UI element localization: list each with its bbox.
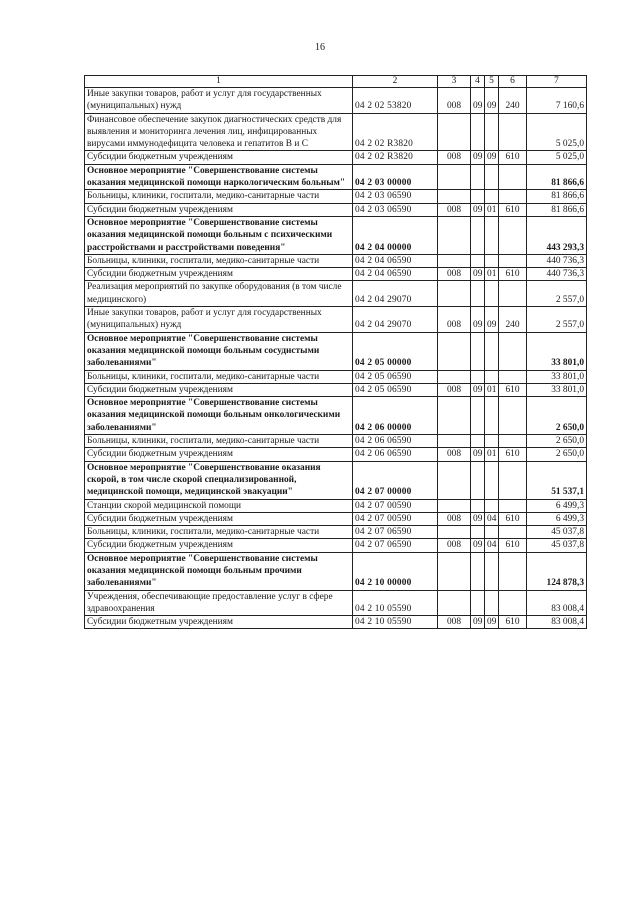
row-col3: 008 <box>438 383 471 396</box>
table-row <box>85 552 587 590</box>
row-col4: 09 <box>471 307 485 333</box>
row-name: Субсидии бюджетным учреждениям <box>85 512 353 525</box>
row-col3 <box>438 397 471 435</box>
row-col6: 610 <box>499 203 527 216</box>
row-amount: 5 025,0 <box>527 113 587 151</box>
row-col3 <box>438 590 471 616</box>
row-name: Субсидии бюджетным учреждениям <box>85 539 353 552</box>
row-col3 <box>438 190 471 203</box>
row-code: 04 2 07 06590 <box>353 539 438 552</box>
row-name: Субсидии бюджетным учреждениям <box>85 616 353 629</box>
row-col4: 09 <box>471 539 485 552</box>
row-name: Учреждения, обеспечивающие предоставление услуг в сфере здравоохранения <box>85 590 353 616</box>
row-col4: 09 <box>471 88 485 114</box>
row-code: 04 2 05 00000 <box>353 332 438 370</box>
row-code: 04 2 07 00590 <box>353 512 438 525</box>
row-col6 <box>499 281 527 307</box>
row-col4 <box>471 190 485 203</box>
row-name: Субсидии бюджетным учреждениям <box>85 448 353 461</box>
row-code: 04 2 02 R3820 <box>353 113 438 151</box>
row-col6 <box>499 590 527 616</box>
table-row <box>85 512 587 525</box>
table-row <box>85 332 587 370</box>
row-col4: 09 <box>471 151 485 164</box>
budget-table <box>84 75 587 629</box>
row-code: 04 2 04 29070 <box>353 281 438 307</box>
row-name: Субсидии бюджетным учреждениям <box>85 203 353 216</box>
row-col3: 008 <box>438 512 471 525</box>
row-name: Субсидии бюджетным учреждениям <box>85 268 353 281</box>
table-row <box>85 590 587 616</box>
row-col4 <box>471 370 485 383</box>
row-name: Реализация мероприятий по закупке оборудования (в том числе медицинского) <box>85 281 353 307</box>
row-col3: 008 <box>438 616 471 629</box>
header-cell: 5 <box>485 76 499 88</box>
row-col3 <box>438 435 471 448</box>
header-cell: 4 <box>471 76 485 88</box>
table-row <box>85 190 587 203</box>
row-name: Больницы, клиники, госпитали, медико-санитарные части <box>85 435 353 448</box>
row-col3 <box>438 332 471 370</box>
row-col5 <box>485 461 499 499</box>
row-name: Больницы, клиники, госпитали, медико-санитарные части <box>85 526 353 539</box>
row-col6 <box>499 332 527 370</box>
row-col4: 09 <box>471 268 485 281</box>
row-name: Субсидии бюджетным учреждениям <box>85 151 353 164</box>
row-name: Больницы, клиники, госпитали, медико-санитарные части <box>85 190 353 203</box>
row-code: 04 2 04 06590 <box>353 268 438 281</box>
row-col6 <box>499 113 527 151</box>
row-col5: 09 <box>485 88 499 114</box>
row-col6: 610 <box>499 448 527 461</box>
row-col5: 04 <box>485 539 499 552</box>
table-row <box>85 113 587 151</box>
row-amount: 81 866,6 <box>527 164 587 190</box>
row-col3 <box>438 281 471 307</box>
row-code: 04 2 10 05590 <box>353 590 438 616</box>
row-col6: 610 <box>499 383 527 396</box>
row-col4: 09 <box>471 448 485 461</box>
row-col5 <box>485 552 499 590</box>
row-code: 04 2 02 53820 <box>353 88 438 114</box>
row-name: Больницы, клиники, госпитали, медико-санитарные части <box>85 254 353 267</box>
row-col6 <box>499 526 527 539</box>
row-amount: 124 878,3 <box>527 552 587 590</box>
row-col6 <box>499 254 527 267</box>
row-col5: 01 <box>485 268 499 281</box>
row-name: Основное мероприятие "Совершенствование системы оказания медицинской помощи наркологическим больным" <box>85 164 353 190</box>
table-row <box>85 164 587 190</box>
row-amount: 2 557,0 <box>527 307 587 333</box>
table-row <box>85 539 587 552</box>
table-row <box>85 254 587 267</box>
row-col6: 610 <box>499 512 527 525</box>
row-amount: 33 801,0 <box>527 332 587 370</box>
row-amount: 7 160,6 <box>527 88 587 114</box>
row-col4 <box>471 254 485 267</box>
row-code: 04 2 04 00000 <box>353 216 438 254</box>
row-col4: 09 <box>471 512 485 525</box>
row-col3 <box>438 216 471 254</box>
row-name: Иные закупки товаров, работ и услуг для государственных (муниципальных) нужд <box>85 307 353 333</box>
row-amount: 6 499,3 <box>527 499 587 512</box>
row-col6: 610 <box>499 151 527 164</box>
row-amount: 6 499,3 <box>527 512 587 525</box>
row-col6: 610 <box>499 616 527 629</box>
row-col6: 240 <box>499 307 527 333</box>
row-amount: 45 037,8 <box>527 526 587 539</box>
row-col5 <box>485 216 499 254</box>
header-cell: 6 <box>499 76 527 88</box>
row-col5 <box>485 397 499 435</box>
row-amount: 2 557,0 <box>527 281 587 307</box>
table-row <box>85 88 587 114</box>
table-row <box>85 203 587 216</box>
row-col5 <box>485 370 499 383</box>
row-amount: 440 736,3 <box>527 268 587 281</box>
row-col5: 01 <box>485 383 499 396</box>
table-row <box>85 499 587 512</box>
row-amount: 5 025,0 <box>527 151 587 164</box>
row-amount: 2 650,0 <box>527 397 587 435</box>
row-amount: 33 801,0 <box>527 383 587 396</box>
row-amount: 440 736,3 <box>527 254 587 267</box>
row-col5 <box>485 281 499 307</box>
header-cell: 7 <box>527 76 587 88</box>
row-code: 04 2 02 R3820 <box>353 151 438 164</box>
row-col5 <box>485 590 499 616</box>
row-col3 <box>438 461 471 499</box>
row-col3: 008 <box>438 448 471 461</box>
row-col6: 610 <box>499 268 527 281</box>
row-code: 04 2 03 00000 <box>353 164 438 190</box>
row-code: 04 2 03 06590 <box>353 190 438 203</box>
table-row <box>85 397 587 435</box>
row-col5: 01 <box>485 448 499 461</box>
row-col3 <box>438 552 471 590</box>
row-col3 <box>438 164 471 190</box>
row-name: Основное мероприятие "Совершенствование системы оказания медицинской помощи больным прочими заболеваниями" <box>85 552 353 590</box>
row-col4 <box>471 461 485 499</box>
row-col4 <box>471 590 485 616</box>
row-col3 <box>438 499 471 512</box>
row-col4 <box>471 281 485 307</box>
row-col5 <box>485 254 499 267</box>
table-row <box>85 370 587 383</box>
row-amount: 81 866,6 <box>527 203 587 216</box>
row-col3 <box>438 254 471 267</box>
row-col4 <box>471 499 485 512</box>
table-row <box>85 216 587 254</box>
row-col4 <box>471 332 485 370</box>
row-col3 <box>438 526 471 539</box>
row-name: Субсидии бюджетным учреждениям <box>85 383 353 396</box>
row-col3: 008 <box>438 539 471 552</box>
row-col4 <box>471 397 485 435</box>
row-code: 04 2 10 00000 <box>353 552 438 590</box>
header-row <box>85 76 587 88</box>
row-amount: 443 293,3 <box>527 216 587 254</box>
row-name: Основное мероприятие "Совершенствование системы оказания медицинской помощи больным сосудистыми заболеваниями" <box>85 332 353 370</box>
row-col3: 008 <box>438 307 471 333</box>
row-col3: 008 <box>438 203 471 216</box>
row-col4 <box>471 113 485 151</box>
row-code: 04 2 06 06590 <box>353 435 438 448</box>
row-col5 <box>485 526 499 539</box>
row-col4: 09 <box>471 203 485 216</box>
row-col4: 09 <box>471 616 485 629</box>
row-col3: 008 <box>438 88 471 114</box>
row-col5 <box>485 164 499 190</box>
page-number: 16 <box>315 42 325 53</box>
row-code: 04 2 07 06590 <box>353 526 438 539</box>
header-cell: 1 <box>85 76 353 88</box>
row-col6 <box>499 435 527 448</box>
row-col6 <box>499 461 527 499</box>
row-name: Основное мероприятие "Совершенствование системы оказания медицинской помощи больным с психическими расстройствами и расстройствами поведения" <box>85 216 353 254</box>
row-name: Финансовое обеспечение закупок диагностических средств для выявления и мониторинга лечения лиц, инфицированных вирусами иммунодефицита человека и гепатитов В и С <box>85 113 353 151</box>
row-amount: 81 866,6 <box>527 190 587 203</box>
row-amount: 2 650,0 <box>527 435 587 448</box>
table-row <box>85 616 587 629</box>
row-col5: 09 <box>485 307 499 333</box>
row-col5: 04 <box>485 512 499 525</box>
row-col4 <box>471 526 485 539</box>
row-col5 <box>485 190 499 203</box>
table-row <box>85 281 587 307</box>
table-row <box>85 448 587 461</box>
row-code: 04 2 03 06590 <box>353 203 438 216</box>
table-row <box>85 526 587 539</box>
row-name: Иные закупки товаров, работ и услуг для государственных (муниципальных) нужд <box>85 88 353 114</box>
header-cell: 3 <box>438 76 471 88</box>
table-row <box>85 383 587 396</box>
row-amount: 2 650,0 <box>527 448 587 461</box>
table-row <box>85 268 587 281</box>
row-col4 <box>471 435 485 448</box>
row-col3: 008 <box>438 151 471 164</box>
row-col6 <box>499 216 527 254</box>
table-row <box>85 307 587 333</box>
row-amount: 83 008,4 <box>527 616 587 629</box>
row-col5 <box>485 499 499 512</box>
row-col6 <box>499 190 527 203</box>
row-col5 <box>485 435 499 448</box>
row-code: 04 2 05 06590 <box>353 383 438 396</box>
row-code: 04 2 10 05590 <box>353 616 438 629</box>
row-col5 <box>485 113 499 151</box>
row-col5: 01 <box>485 203 499 216</box>
row-col5: 09 <box>485 151 499 164</box>
row-col4: 09 <box>471 383 485 396</box>
table-row <box>85 461 587 499</box>
row-code: 04 2 07 00000 <box>353 461 438 499</box>
row-code: 04 2 04 06590 <box>353 254 438 267</box>
row-name: Станции скорой медицинской помощи <box>85 499 353 512</box>
row-col5: 09 <box>485 616 499 629</box>
row-col3 <box>438 113 471 151</box>
row-col3 <box>438 370 471 383</box>
row-code: 04 2 06 00000 <box>353 397 438 435</box>
row-col6: 610 <box>499 539 527 552</box>
row-col6: 240 <box>499 88 527 114</box>
row-name: Основное мероприятие "Совершенствование системы оказания медицинской помощи больным онкологическими заболеваниями" <box>85 397 353 435</box>
row-col6 <box>499 397 527 435</box>
table-row <box>85 151 587 164</box>
row-col6 <box>499 370 527 383</box>
row-code: 04 2 05 06590 <box>353 370 438 383</box>
row-name: Больницы, клиники, госпитали, медико-санитарные части <box>85 370 353 383</box>
row-code: 04 2 04 29070 <box>353 307 438 333</box>
row-amount: 51 537,1 <box>527 461 587 499</box>
row-col5 <box>485 332 499 370</box>
row-code: 04 2 07 00590 <box>353 499 438 512</box>
row-col3: 008 <box>438 268 471 281</box>
row-code: 04 2 06 06590 <box>353 448 438 461</box>
row-col6 <box>499 552 527 590</box>
row-col4 <box>471 552 485 590</box>
table-row <box>85 435 587 448</box>
header-cell: 2 <box>353 76 438 88</box>
row-col6 <box>499 499 527 512</box>
row-name: Основное мероприятие "Совершенствование оказания скорой, в том числе скорой специализированной, медицинской помощи, медицинской эвакуации" <box>85 461 353 499</box>
row-col4 <box>471 216 485 254</box>
row-amount: 33 801,0 <box>527 370 587 383</box>
row-col6 <box>499 164 527 190</box>
row-amount: 45 037,8 <box>527 539 587 552</box>
row-col4 <box>471 164 485 190</box>
row-amount: 83 008,4 <box>527 590 587 616</box>
